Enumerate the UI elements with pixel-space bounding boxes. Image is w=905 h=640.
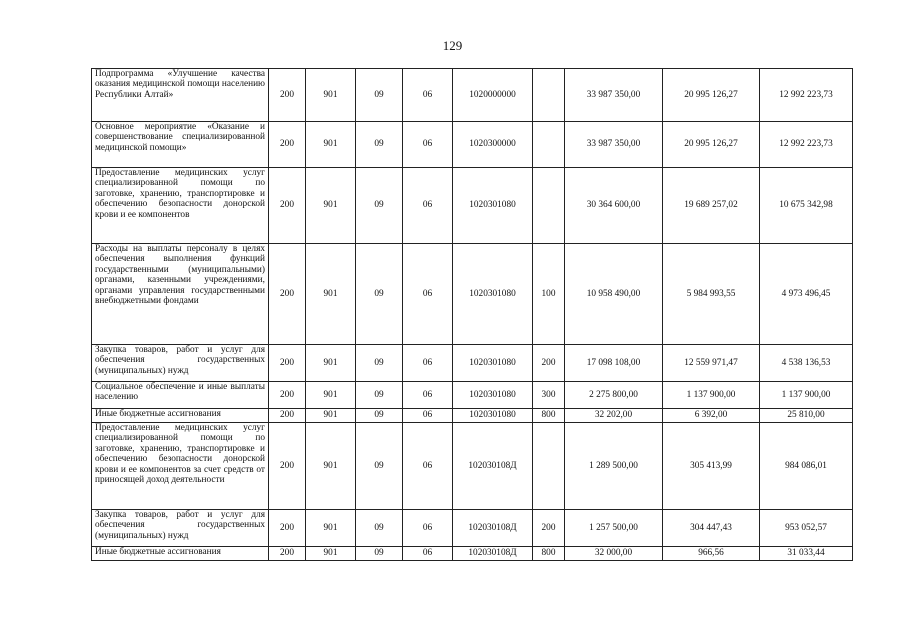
table-row (92, 345, 853, 382)
cell-value-2: 6 392,00 (663, 409, 760, 423)
cell-code: 1020301080 (453, 244, 533, 345)
cell-code: 1020301080 (453, 409, 533, 423)
cell-col2: 901 (306, 244, 356, 345)
cell-value-2: 19 689 257,02 (663, 168, 760, 244)
row-name: Расходы на выплаты персоналу в целях обеспечения выполнения функций государственными (муниципальными) органами, казенными учреждениями, органами управления государственными внебюджетными фондами (92, 244, 269, 345)
budget-table (91, 68, 853, 561)
cell-code: 1020300000 (453, 122, 533, 168)
cell-value-1: 10 958 490,00 (565, 244, 663, 345)
cell-col3: 09 (356, 547, 403, 561)
cell-type: 100 (533, 244, 565, 345)
cell-col1: 200 (269, 122, 306, 168)
row-name: Социальное обеспечение и иные выплаты населению (92, 382, 269, 409)
cell-col2: 901 (306, 510, 356, 547)
cell-code: 102030108Д (453, 547, 533, 561)
table-row (92, 423, 853, 510)
cell-value-2: 305 413,99 (663, 423, 760, 510)
cell-code: 1020301080 (453, 382, 533, 409)
cell-value-1: 32 202,00 (565, 409, 663, 423)
cell-col2: 901 (306, 423, 356, 510)
cell-col4: 06 (403, 69, 453, 122)
cell-value-2: 966,56 (663, 547, 760, 561)
row-name: Закупка товаров, работ и услуг для обеспечения государственных (муниципальных) нужд (92, 345, 269, 382)
cell-value-3: 953 052,57 (760, 510, 853, 547)
cell-col1: 200 (269, 423, 306, 510)
cell-col4: 06 (403, 409, 453, 423)
cell-type: 300 (533, 382, 565, 409)
cell-value-2: 1 137 900,00 (663, 382, 760, 409)
table-row (92, 244, 853, 345)
cell-type: 800 (533, 547, 565, 561)
cell-col3: 09 (356, 409, 403, 423)
cell-value-3: 984 086,01 (760, 423, 853, 510)
cell-col4: 06 (403, 423, 453, 510)
cell-code: 102030108Д (453, 510, 533, 547)
cell-col4: 06 (403, 345, 453, 382)
cell-code: 102030108Д (453, 423, 533, 510)
cell-value-1: 2 275 800,00 (565, 382, 663, 409)
cell-col2: 901 (306, 547, 356, 561)
table-row (92, 547, 853, 561)
cell-col2: 901 (306, 409, 356, 423)
cell-col2: 901 (306, 345, 356, 382)
budget-table-body (92, 69, 853, 561)
cell-value-2: 12 559 971,47 (663, 345, 760, 382)
cell-value-1: 33 987 350,00 (565, 122, 663, 168)
cell-col1: 200 (269, 244, 306, 345)
cell-type (533, 69, 565, 122)
cell-col4: 06 (403, 547, 453, 561)
cell-value-2: 20 995 126,27 (663, 69, 760, 122)
cell-col3: 09 (356, 423, 403, 510)
table-row (92, 168, 853, 244)
cell-value-3: 31 033,44 (760, 547, 853, 561)
cell-col3: 09 (356, 382, 403, 409)
cell-col2: 901 (306, 168, 356, 244)
row-name: Иные бюджетные ассигнования (92, 409, 269, 423)
row-name: Предоставление медицинских услуг специализированной помощи по заготовке, хранению, транспортировке и обеспечению безопасности донорской крови и ее компонентов за счет средств от приносящей доход деятельности (92, 423, 269, 510)
cell-value-3: 25 810,00 (760, 409, 853, 423)
table-row (92, 409, 853, 423)
cell-col1: 200 (269, 409, 306, 423)
cell-col3: 09 (356, 122, 403, 168)
row-name: Закупка товаров, работ и услуг для обеспечения государственных (муниципальных) нужд (92, 510, 269, 547)
cell-value-3: 4 538 136,53 (760, 345, 853, 382)
cell-value-1: 1 257 500,00 (565, 510, 663, 547)
cell-col3: 09 (356, 244, 403, 345)
cell-col1: 200 (269, 510, 306, 547)
cell-code: 1020000000 (453, 69, 533, 122)
table-row (92, 69, 853, 122)
cell-value-1: 1 289 500,00 (565, 423, 663, 510)
cell-col4: 06 (403, 382, 453, 409)
cell-type: 800 (533, 409, 565, 423)
cell-col3: 09 (356, 345, 403, 382)
cell-value-3: 12 992 223,73 (760, 69, 853, 122)
cell-value-3: 10 675 342,98 (760, 168, 853, 244)
cell-col1: 200 (269, 382, 306, 409)
cell-col3: 09 (356, 168, 403, 244)
table-row (92, 122, 853, 168)
table-row (92, 382, 853, 409)
cell-value-2: 304 447,43 (663, 510, 760, 547)
cell-value-1: 30 364 600,00 (565, 168, 663, 244)
cell-type (533, 423, 565, 510)
cell-col4: 06 (403, 244, 453, 345)
cell-type: 200 (533, 510, 565, 547)
cell-value-3: 1 137 900,00 (760, 382, 853, 409)
row-name: Подпрограмма «Улучшение качества оказания медицинской помощи населению Республики Алтай» (92, 69, 269, 122)
cell-value-3: 4 973 496,45 (760, 244, 853, 345)
cell-value-1: 33 987 350,00 (565, 69, 663, 122)
cell-value-1: 32 000,00 (565, 547, 663, 561)
cell-col2: 901 (306, 122, 356, 168)
page-number: 129 (442, 38, 463, 53)
cell-col1: 200 (269, 69, 306, 122)
row-name: Предоставление медицинских услуг специализированной помощи по заготовке, хранению, транспортировке и обеспечению безопасности донорской крови и ее компонентов (92, 168, 269, 244)
cell-col4: 06 (403, 168, 453, 244)
cell-value-2: 5 984 993,55 (663, 244, 760, 345)
row-name: Иные бюджетные ассигнования (92, 547, 269, 561)
cell-type: 200 (533, 345, 565, 382)
table-row (92, 510, 853, 547)
cell-col2: 901 (306, 69, 356, 122)
cell-col1: 200 (269, 547, 306, 561)
cell-value-3: 12 992 223,73 (760, 122, 853, 168)
cell-type (533, 122, 565, 168)
cell-col1: 200 (269, 168, 306, 244)
cell-code: 1020301080 (453, 168, 533, 244)
row-name: Основное мероприятие «Оказание и совершенствование специализированной медицинской помощи» (92, 122, 269, 168)
cell-col4: 06 (403, 122, 453, 168)
cell-type (533, 168, 565, 244)
cell-code: 1020301080 (453, 345, 533, 382)
cell-col3: 09 (356, 69, 403, 122)
cell-value-1: 17 098 108,00 (565, 345, 663, 382)
cell-value-2: 20 995 126,27 (663, 122, 760, 168)
cell-col2: 901 (306, 382, 356, 409)
cell-col4: 06 (403, 510, 453, 547)
cell-col3: 09 (356, 510, 403, 547)
cell-col1: 200 (269, 345, 306, 382)
